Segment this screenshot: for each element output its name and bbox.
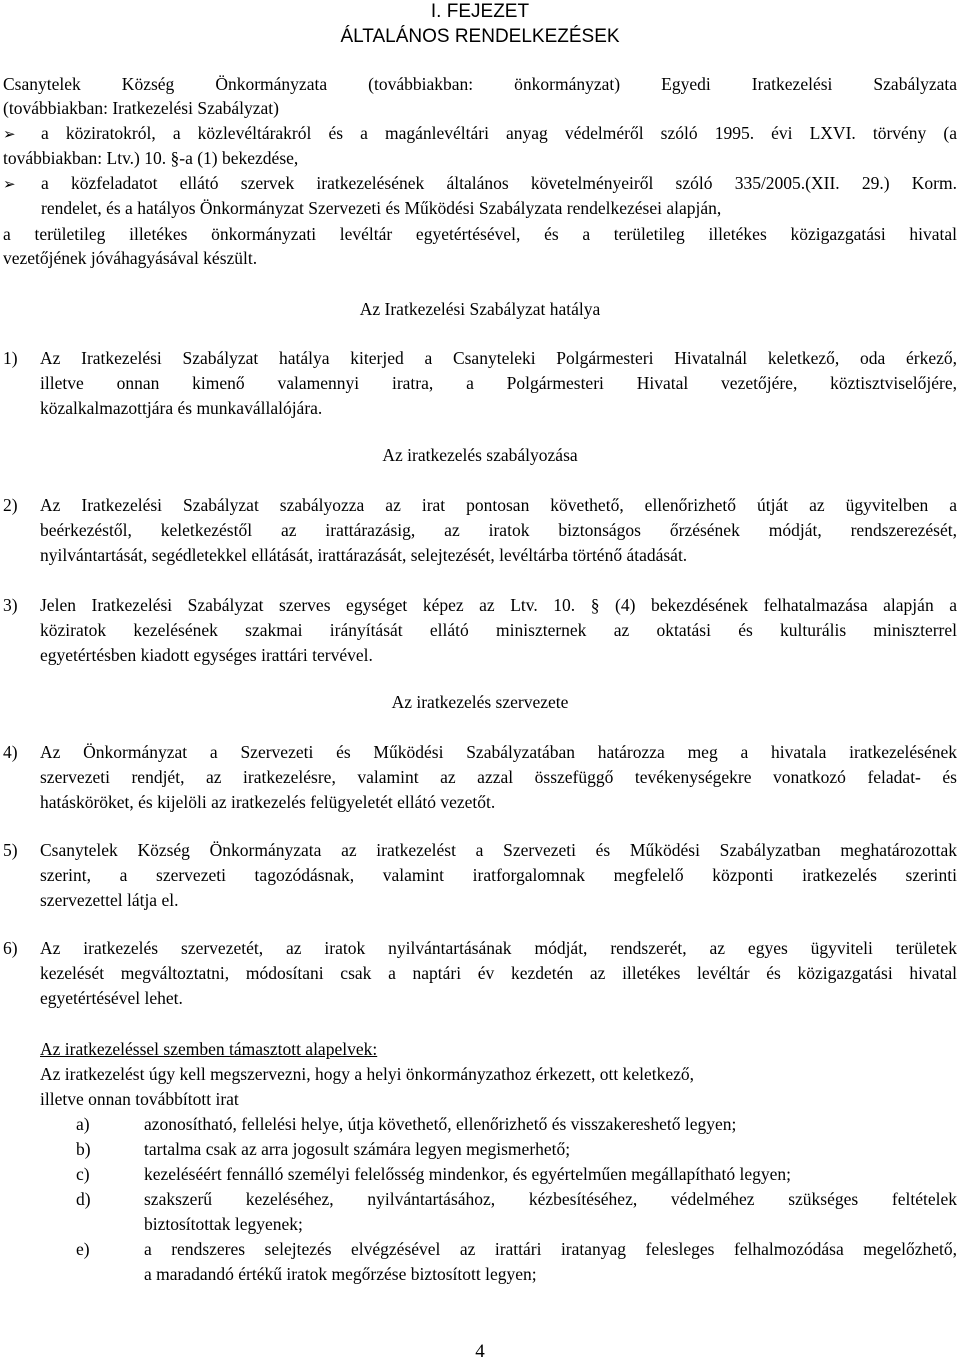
bullet-continuation — [41, 196, 957, 221]
paragraph-line: beérkezéstől, keletkezéstől az irattárazásig, az iratok biztonságos őrzésének módját, rendszerezését, — [40, 520, 957, 540]
paragraph-number: 1) — [3, 348, 18, 368]
page-number: 4 — [475, 1341, 485, 1362]
list-item-label: c) — [76, 1164, 90, 1184]
paragraph-number: 5) — [3, 840, 18, 860]
paragraph-line: Az Iratkezelési Szabályzat hatálya kiterjed a Csanyteleki Polgármesteri Hivatalnál keletkező, oda érkező, — [40, 348, 957, 368]
list-item-label: a) — [76, 1114, 90, 1134]
intro-line: (továbbiakban: Iratkezelési Szabályzat) — [3, 98, 279, 118]
bullet-line — [41, 171, 957, 196]
paragraph-number: 2) — [3, 495, 18, 515]
section-title: Az iratkezelés szabályozása — [382, 445, 578, 465]
list-item-text: biztosítottak legyenek; — [144, 1214, 303, 1234]
principles-intro: Az iratkezelést úgy kell megszervezni, hogy a helyi önkormányzathoz érkezett, ott keletkező, — [40, 1064, 695, 1084]
paragraph-line: Jelen Iratkezelési Szabályzat szerves egységet képez az Ltv. 10. § (4) bekezdésének felhatalmazása alapján a — [40, 595, 957, 615]
principles-heading: Az iratkezeléssel szemben támasztott alapelvek: — [40, 1039, 378, 1059]
bullet-text: a köziratokról, a közlevéltárakról és a magánlevéltári anyag védelméről szóló 1995. évi LXVI. törvény (a — [41, 123, 957, 143]
paragraph-line: hatásköröket, és kijelöli az iratkezelés felügyeletét ellátó vezetőt. — [40, 792, 496, 812]
paragraph-number: 3) — [3, 595, 18, 615]
paragraph-line: illetve onnan kimenő valamennyi iratra, a Polgármesteri Hivatal vezetőjére, köztisztviselőjére, — [40, 373, 957, 393]
list-item-text: tartalma csak az arra jogosult számára legyen megismerhető; — [144, 1139, 571, 1159]
paragraph-number: 6) — [3, 938, 18, 958]
list-item-text: a rendszeres selejtezés elvégzésével az irattári iratanyag felesleges felhalmozódása megelőzhető, — [144, 1239, 957, 1259]
list-item-text: szakszerű kezeléséhez, nyilvántartásához, kézbesítéséhez, védelméhez szükséges feltételek — [144, 1189, 957, 1209]
section-title: Az iratkezelés szervezete — [391, 692, 569, 712]
paragraph-line: egyetértésben kiadott egységes irattári tervével. — [40, 645, 373, 665]
chapter-heading: I. FEJEZET — [430, 1, 530, 22]
paragraph-number: 4) — [3, 742, 18, 762]
chapter-title: ÁLTALÁNOS RENDELKEZÉSEK — [340, 26, 620, 47]
bullet-text: a közfeladatot ellátó szervek iratkezelésének általános követelményeiről szóló 335/2005.(XII. 29.) Korm. — [41, 173, 957, 193]
paragraph-line: Az Iratkezelési Szabályzat szabályozza az irat pontosan követhető, ellenőrizhető útját az ügyvitelben a — [40, 495, 957, 515]
paragraph-line: szervezettel látja el. — [40, 890, 179, 910]
intro-block — [3, 72, 957, 97]
intro-block — [3, 246, 957, 271]
intro-line: a területileg illetékes önkormányzati levéltár egyetértésével, és a területileg illetékes közigazgatási hivatal — [3, 224, 957, 244]
paragraph-line: egyetértésével lehet. — [40, 988, 183, 1008]
paragraph-line: szerint, a szervezeti tagozódásnak, valamint iratforgalomnak megfelelő központi iratkezelés szerinti — [40, 865, 957, 885]
section-title: Az Iratkezelési Szabályzat hatálya — [359, 299, 601, 319]
paragraph-line: köziratok kezelésének szakmai irányítását ellátó miniszternek az oktatási és kulturális miniszterrel — [40, 620, 957, 640]
list-item-label: b) — [76, 1139, 91, 1159]
paragraph-line: Az iratkezelés szervezetét, az iratok nyilvántartásának módját, rendszerét, az egyes ügyviteli területek — [40, 938, 957, 958]
bullet-text: rendelet, és a hatályos Önkormányzat Szervezeti és Működési Szabályzata rendelkezései alapján, — [41, 198, 722, 218]
paragraph-line: kezelését megváltoztatni, módosítani csak a naptári év kezdetén az illetékes levéltár és közigazgatási hivatal — [40, 963, 957, 983]
intro-block — [3, 222, 957, 247]
arrow-bullet-icon: ➢ — [3, 125, 16, 143]
paragraph-line: szervezeti rendjét, az iratkezelésre, valamint az azzal összefüggő tevékenységekre vonatkozó feladat- és — [40, 767, 957, 787]
bullet-text: továbbiakban: Ltv.) 10. §-a (1) bekezdése, — [3, 148, 299, 168]
paragraph-line: Csanytelek Község Önkormányzata az iratkezelést a Szervezeti és Működési Szabályzatban meghatározottak — [40, 840, 957, 860]
list-item-text: azonosítható, fellelési helye, útja követhető, ellenőrizhető és visszakereshető legyen; — [144, 1114, 737, 1134]
paragraph-line: Az Önkormányzat a Szervezeti és Működési Szabályzatában határozza meg a hivatala iratkezelésének — [40, 742, 957, 762]
arrow-bullet-icon: ➢ — [3, 175, 16, 193]
list-item-label: d) — [76, 1189, 91, 1209]
list-item-text: a maradandó értékű iratok megőrzése biztosított legyen; — [144, 1264, 537, 1284]
bullet-continuation — [3, 146, 957, 171]
paragraph-line: nyilvántartását, segédletekkel ellátását, irattárazását, selejtezését, levéltárba történő átadását. — [40, 545, 688, 565]
intro-line: vezetőjének jóváhagyásával készült. — [3, 248, 258, 268]
intro-line: Csanytelek Község Önkormányzata (továbbiakban: önkormányzat) Egyedi Iratkezelési Szabályzata — [3, 74, 957, 94]
intro-block — [3, 96, 957, 121]
paragraph-line: közalkalmazottjára és munkavállalójára. — [40, 398, 323, 418]
list-item-text: kezeléséért fennálló személyi felelősség mindenkor, és egyértelműen megállapítható legyen; — [144, 1164, 792, 1184]
list-item-label: e) — [76, 1239, 90, 1259]
bullet-line — [41, 121, 957, 146]
principles-intro: illetve onnan továbbított irat — [40, 1089, 239, 1109]
